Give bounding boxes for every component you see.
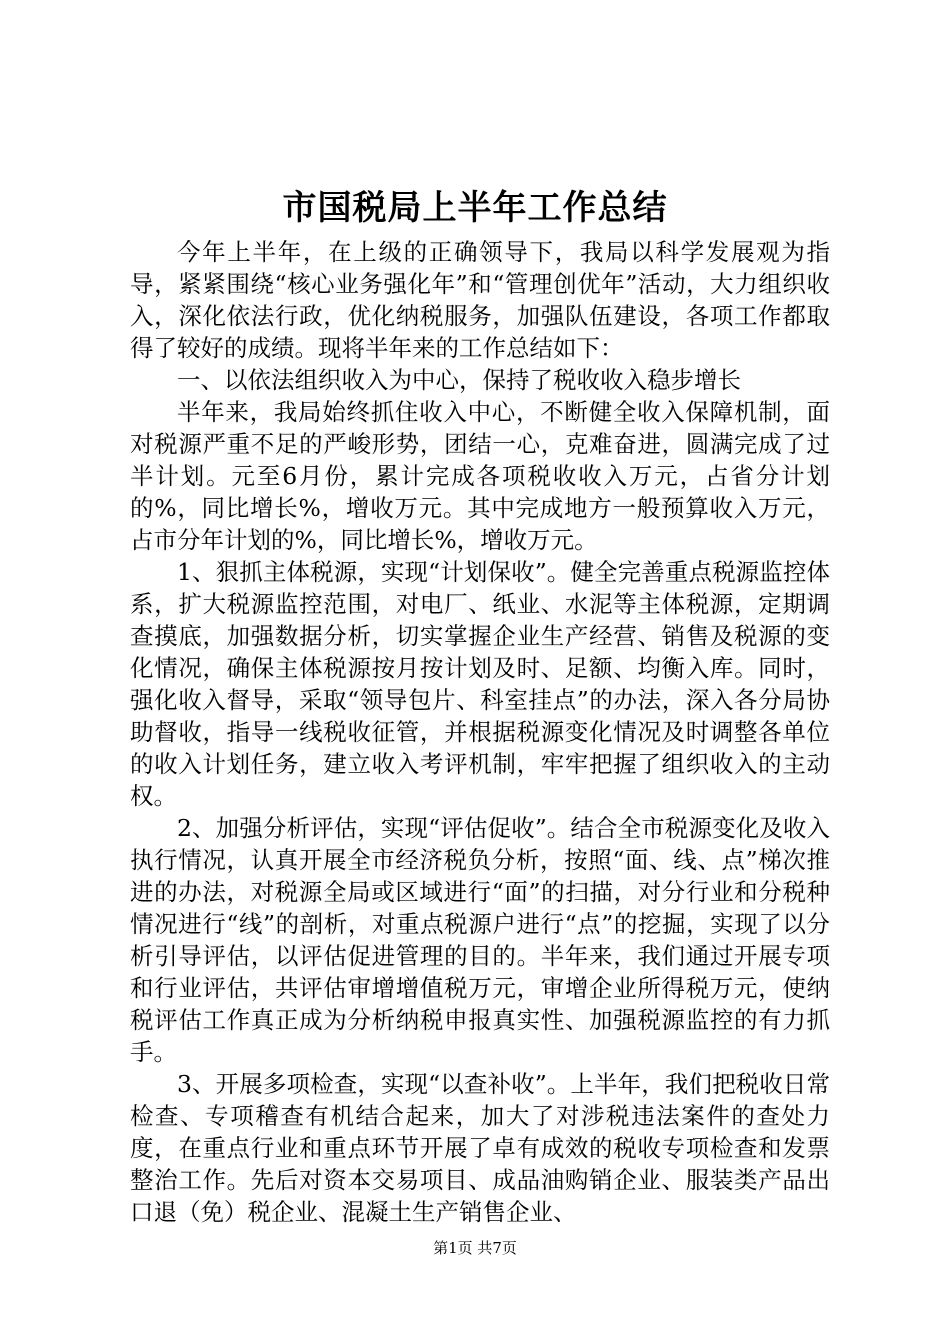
page-number-footer: 第1页 共7页 [433, 1239, 517, 1257]
document-body [130, 236, 830, 1228]
section-heading-1: 一、以依法组织收入为中心，保持了税收收入稳步增长 [177, 366, 741, 394]
paragraph-intro: 今年上半年，在上级的正确领导下，我局以科学发展观为指导，紧紧围绕“核心业务强化年”和“管理创优年”活动，大力组织收入，深化依法行政，优化纳税服务，加强队伍建设，各项工作都取得了较好的成绩。现将半年来的工作总结如下： [130, 238, 830, 362]
paragraph-item-1: 1、狠抓主体税源，实现“计划保收”。健全完善重点税源监控体系，扩大税源监控范围，对电厂、纸业、水泥等主体税源，定期调查摸底，加强数据分析，切实掌握企业生产经营、销售及税源的变化情况，确保主体税源按月按计划及时、足额、均衡入库。同时，强化收入督导，采取“领导包片、科室挂点”的办法，深入各分局协助督收，指导一线税收征管，并根据税源变化情况及时调整各单位的收入计划任务，建立收入考评机制，牢牢把握了组织收入的主动权。 [130, 558, 830, 810]
document-title: 市国税局上半年工作总结 [282, 188, 668, 228]
paragraph-item-2: 2、加强分析评估，实现“评估促收”。结合全市税源变化及收入执行情况，认真开展全市经济税负分析，按照“面、线、点”梯次推进的办法，对税源全局或区域进行“面”的扫描，对分行业和分税种情况进行“线”的剖析，对重点税源户进行“点”的挖掘，实现了以分析引导评估，以评估促进管理的目的。半年来，我们通过开展专项和行业评估，共评估审增增值税万元，审增企业所得税万元，使纳税评估工作真正成为分析纳税申报真实性、加强税源监控的有力抓手。 [130, 814, 830, 1066]
paragraph-item-3: 3、开展多项检查，实现“以查补收”。上半年，我们把税收日常检查、专项稽查有机结合起来，加大了对涉税违法案件的查处力度，在重点行业和重点环节开展了卓有成效的税收专项检查和发票整治工作。先后对资本交易项目、成品油购销企业、服装类产品出口退（免）税企业、混凝土生产销售企业、 [130, 1070, 830, 1226]
paragraph-revenue: 半年来，我局始终抓住收入中心，不断健全收入保障机制，面对税源严重不足的严峻形势，团结一心，克难奋进，圆满完成了过半计划。元至6月份，累计完成各项税收收入万元，占省分计划的%，同比增长%，增收万元。其中完成地方一般预算收入万元，占市分年计划的%，同比增长%，增收万元。 [130, 398, 830, 554]
